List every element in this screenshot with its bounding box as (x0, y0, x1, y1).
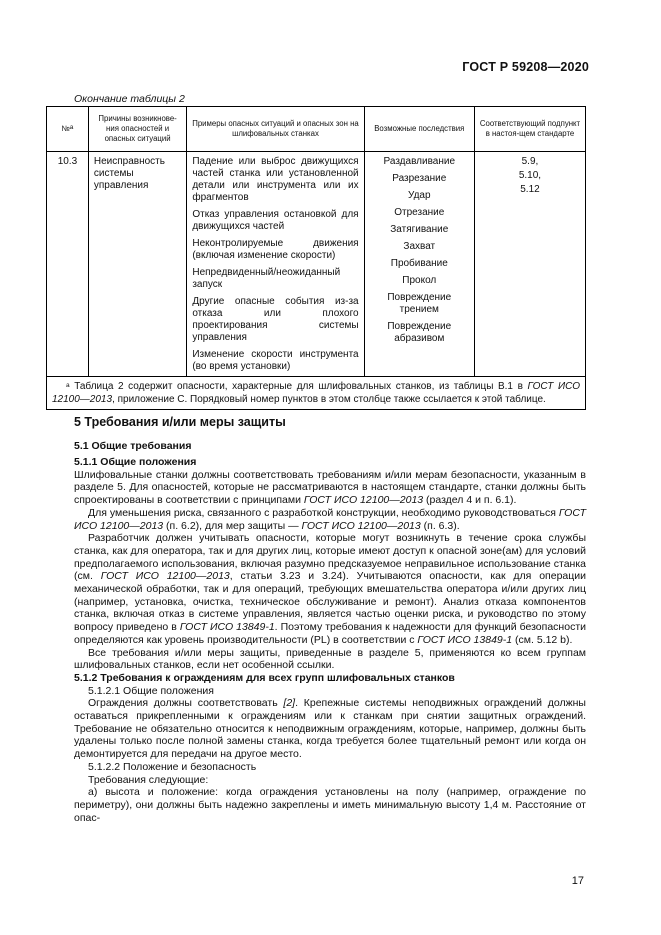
consequence-item: Повреждение абразивом (387, 321, 452, 344)
body-text (74, 456, 586, 824)
consequence-item: Пробивание (390, 258, 448, 269)
cell-reference (474, 152, 585, 377)
section-title: 5 Требования и/или меры защиты (74, 415, 286, 429)
cell-no: 10.3 (47, 152, 89, 377)
paragraph: Для уменьшения риска, связанного с разработкой конструкции, необходимо руководствоваться ГОСТ ИСО 12100—2013 (п. 6.2), для мер защиты — ГОСТ ИСО 12100—2013 (п. 6.3). (74, 506, 586, 532)
consequence-item: Повреждение трением (387, 292, 452, 315)
header-reference: Соответствующий подпункт в настоя-щем стандарте (474, 107, 585, 152)
consequence-item: Разрезание (392, 173, 447, 184)
cell-consequences (364, 152, 474, 377)
consequence-item: Удар (408, 190, 431, 201)
paragraph: Ограждения должны соответствовать [2]. Крепежные системы неподвижных ограждений должны оставаться прикрепленными к ограждениям или к станкам при снятии защитных ограждений. Требование не обязательно относится к неподвижным ограждениям, которые, например, должны быть удалены только после полной замены станка, когда требуется более тщательный ремонт или когда он демонтируется для передачи на другое место. (74, 697, 586, 761)
table-caption: Окончание таблицы 2 (74, 93, 185, 105)
clause-heading: 5.1.1 Общие положения (74, 456, 197, 468)
example-item: Непредвиденный/неожиданный запуск (192, 267, 341, 290)
example-item: Другие опасные события из-за отказа или плохого проектирования системы управления (192, 296, 359, 343)
page-number: 17 (571, 875, 584, 887)
consequence-item: Захват (403, 241, 436, 252)
hazards-table (46, 106, 586, 410)
standard-header: ГОСТ Р 59208—2020 (462, 60, 589, 74)
paragraph: Разработчик должен учитывать опасности, которые могут возникнуть в течение срока службы станка, как для оператора, так и для других лиц, которые имеют доступ к опасной зоне(ам) для условий предполагаемого использования, включая разумно предсказуемое неправильное использование станка (см. ГОСТ ИСО 12100—2013, статьи 3.23 и 3.24). Учитываются опасности, как для операции механической обработки, так и для операций, требующих вмешательства оператора и/или других лиц (например, установка, очистка, техническое обслуживание и ремонт). Анализ отказа компонентов станка, включая отказ в системе управления, является частью оценки риска, и руководство по этому вопросу приведено в ГОСТ ИСО 13849-1. Поэтому требования к надежности для функций безопасности определяются как уровень производительности (PL) в соответствии с ГОСТ ИСО 13849-1 (см. 5.12 b). (74, 532, 586, 646)
reference-item: 5.10, (518, 170, 542, 181)
footnote-row (47, 377, 586, 410)
example-item: Неконтролируемые движения (включая изменение скорости) (192, 238, 359, 261)
paragraph: Требования следующие: (88, 773, 209, 786)
cell-examples (187, 152, 364, 377)
example-item: Отказ управления остановкой для движущихся частей (192, 209, 359, 232)
paragraph: Все требования и/или меры защиты, приведенные в разделе 5, применяются ко всем группам шлифовальных станков, если нет особенной ссылки. (74, 646, 586, 672)
paragraph: а) высота и положение: когда ограждения установлены на полу (например, ограждение по периметру), они должны быть надежно закреплены и иметь минимальную высоту 1,4 м. Расстояние от опас- (74, 786, 586, 824)
reference-item: 5.9, (521, 156, 539, 167)
example-item: Падение или выброс движущихся частей станка или установленной детали или инструмента или их фрагментов (192, 156, 359, 203)
table-row (47, 152, 586, 377)
consequence-item: Прокол (402, 275, 437, 286)
consequence-item: Отрезание (394, 207, 445, 218)
paragraph: Шлифовальные станки должны соответствовать требованиям и/или мерам безопасности, указанным в разделе 5. Для опасностей, которые не рассматриваются в настоящем стандарте, станки должны быть спроектированы в соответствии с принципами ГОСТ ИСО 12100—2013 (раздел 4 и п. 6.1). (74, 468, 586, 507)
consequence-item: Раздавливание (383, 156, 456, 167)
clause-subheading: 5.1.2.1 Общие положения (88, 684, 214, 697)
header-consequences: Возможные последствия (364, 107, 474, 152)
clause-subheading: 5.1.2.2 Положение и безопасность (88, 760, 257, 773)
reference-item: 5.12 (520, 184, 540, 195)
header-no: №$^а$ (47, 107, 89, 152)
subsection-title: 5.1 Общие требования (74, 440, 192, 452)
table-footnote: $^а$ Таблица 2 содержит опасности, характерные для шлифовальных станков, из таблицы В.1 в ГОСТ ИСО 12100—2013, приложение С. Порядковый номер пунктов в этом столбце также ссылается к этой таблице. (47, 377, 586, 410)
example-item: Изменение скорости инструмента (во время установки) (192, 349, 359, 372)
header-examples: Примеры опасных ситуаций и опасных зон на шлифовальных станках (187, 107, 364, 152)
table-header-row (47, 107, 586, 152)
cell-cause: Неисправность системы управления (88, 152, 186, 377)
clause-heading: 5.1.2 Требования к ограждениям для всех групп шлифовальных станков (74, 671, 455, 684)
header-cause: Причины возникнове-ния опасностей и опасных ситуаций (88, 107, 186, 152)
consequence-item: Затягивание (390, 224, 449, 235)
